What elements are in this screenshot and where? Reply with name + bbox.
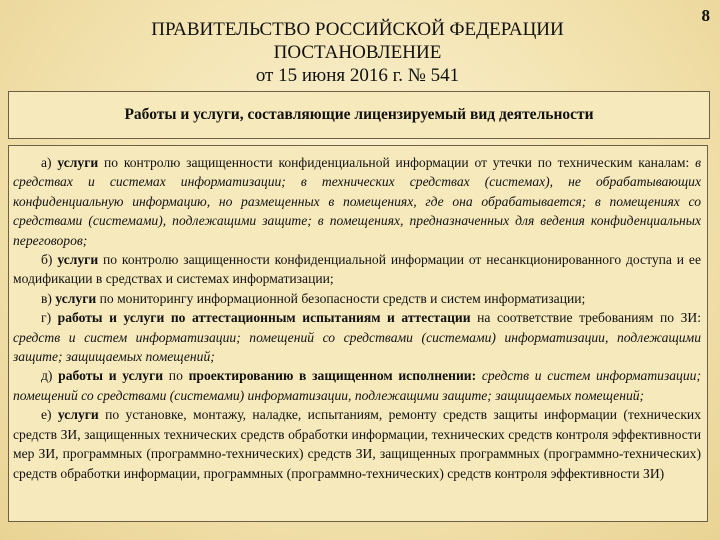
item-text: по контролю защищенности конфиденциальной информации от несанкционированного доступа и ее модификации в средствах и системах информатизации; — [13, 252, 701, 287]
item-letter: б) — [41, 252, 53, 268]
list-item-e — [13, 405, 701, 483]
item-lead: услуги — [57, 407, 99, 423]
item-letter: д) — [41, 368, 53, 384]
item-lead-2: проектированию в защищенном исполнении: — [188, 368, 477, 384]
item-text: по установке, монтажу, наладке, испытаниям, ремонту средств защиты информации (технических средств ЗИ, защищенных технических средств обработки информации, технических средств контроля эффективности мер ЗИ, программных (программно-технических) средств ЗИ, защищенных программных (программно-технических) средств обработки информации, программных (программно-технических) средств контроля эффективности ЗИ) — [13, 407, 702, 481]
item-italic-text: в средствах и системах информатизации; в технических средствах (системах), не обрабатывающих конфиденциальную информацию, но размещенных в помещениях, где она обрабатывается; в помещениях со средствами (системами), подлежащими защите; в помещениях, предназначенных для ведения конфиденциальных переговоров; — [13, 155, 701, 248]
header-date: от 15 июня 2016 г. № 541 — [255, 65, 460, 86]
content-box — [8, 145, 708, 522]
item-letter: е) — [41, 407, 52, 423]
item-italic-text: средств и систем информатизации; помещений со средствами (системами) информатизации, подлежащими защите; защищаемых помещений; — [13, 368, 701, 403]
list-item-v — [13, 289, 701, 308]
header-government: ПРАВИТЕЛЬСТВО РОССИЙСКОЙ ФЕДЕРАЦИИ — [151, 19, 564, 40]
item-letter: в) — [41, 290, 52, 306]
item-lead: услуги — [57, 155, 99, 170]
header-decree: ПОСТАНОВЛЕНИЕ — [273, 42, 442, 63]
item-text: на соответствие требованиям по ЗИ: — [470, 310, 701, 326]
item-letter: а) — [41, 155, 52, 170]
list-item-b — [13, 250, 701, 289]
item-lead: услуги — [55, 290, 97, 306]
item-lead: услуги — [57, 252, 99, 268]
item-lead: работы и услуги — [58, 368, 164, 384]
item-text: по контролю защищенности конфиденциальной информации от утечки по техническим каналам: — [98, 155, 696, 170]
list-item-d — [13, 366, 701, 405]
list-item-g — [13, 308, 701, 366]
item-italic-text: средств и систем информатизации; помещений со средствами (системами) информатизации, подлежащими защите; защищаемых помещений; — [13, 329, 701, 365]
section-title-text: Работы и услуги, составляющие лицензируемый вид деятельности — [124, 106, 594, 123]
section-title — [8, 91, 710, 139]
item-lead: работы и услуги по аттестационным испытаниям и аттестации — [57, 310, 471, 326]
item-text: по мониторингу информационной безопасности средств и систем информатизации; — [96, 290, 586, 306]
item-text: по — [163, 368, 189, 384]
item-letter: г) — [41, 310, 52, 326]
page-number: 8 — [701, 6, 710, 25]
document-header — [120, 18, 595, 87]
list-item-a — [13, 153, 701, 250]
